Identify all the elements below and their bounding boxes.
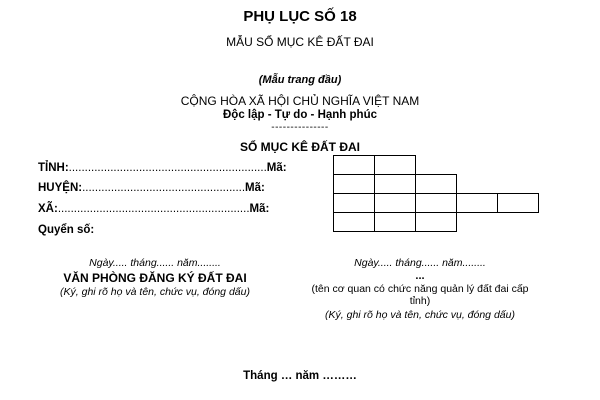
province-row xyxy=(38,158,287,176)
cover-page-note: (Mẫu trang đầu) xyxy=(258,74,342,86)
district-label: HUYỆN: xyxy=(38,182,83,194)
left-signature-note: (Ký, ghi rõ họ và tên, chức vụ, đóng dấu) xyxy=(60,286,250,298)
province-label: TỈNH: xyxy=(38,162,69,174)
province-code-boxes xyxy=(333,155,415,175)
code-box[interactable] xyxy=(374,212,416,232)
district-dots: ................................................... xyxy=(82,182,246,194)
code-box[interactable] xyxy=(333,155,375,175)
province-code-label: Mã: xyxy=(266,162,287,174)
code-box[interactable] xyxy=(497,193,539,213)
district-row xyxy=(38,178,265,196)
code-box-grid xyxy=(333,155,544,235)
left-signature-block xyxy=(40,257,270,298)
commune-code-label: Mã: xyxy=(249,203,270,215)
appendix-subtitle: MẪU SỔ MỤC KÊ ĐẤT ĐAI xyxy=(226,35,374,49)
commune-label: XÃ: xyxy=(38,203,58,215)
volume-label: Quyển số: xyxy=(38,224,95,236)
office-name: VĂN PHÒNG ĐĂNG KÝ ĐẤT ĐAI xyxy=(63,271,247,285)
book-title: SỔ MỤC KÊ ĐẤT ĐAI xyxy=(240,140,360,154)
footer-date: Tháng … năm ……… xyxy=(243,370,357,382)
right-signature-note: (Ký, ghi rõ họ và tên, chức vụ, đóng dấu) xyxy=(325,309,515,321)
right-date-line: Ngày..... tháng...... năm........ xyxy=(354,257,486,269)
commune-dots: ............................................................ xyxy=(57,203,250,215)
code-box[interactable] xyxy=(333,193,375,213)
code-box[interactable] xyxy=(415,212,457,232)
province-dots: .............................................................. xyxy=(68,162,267,174)
code-box[interactable] xyxy=(333,174,375,194)
district-code-boxes xyxy=(333,174,456,194)
code-box[interactable] xyxy=(374,193,416,213)
commune-code-boxes xyxy=(333,193,538,213)
right-signature-block xyxy=(300,257,540,321)
agency-line-1: (tên cơ quan có chức năng quản lý đất đai cấp xyxy=(311,283,529,295)
appendix-title: PHỤ LỤC SỐ 18 xyxy=(243,8,357,25)
republic-name: CỘNG HÒA XÃ HỘI CHỦ NGHĨA VIỆT NAM xyxy=(180,94,420,108)
motto-divider: --------------- xyxy=(271,122,329,133)
agency-ellipsis: ... xyxy=(415,270,425,282)
national-motto: Độc lập - Tự do - Hạnh phúc xyxy=(223,109,377,121)
code-box[interactable] xyxy=(374,155,416,175)
commune-row xyxy=(38,199,269,217)
district-code-label: Mã: xyxy=(245,182,265,194)
agency-line-2: tỉnh) xyxy=(409,295,431,307)
code-box[interactable] xyxy=(415,193,457,213)
code-box[interactable] xyxy=(333,212,375,232)
code-box[interactable] xyxy=(456,193,498,213)
volume-row xyxy=(38,220,94,238)
volume-code-boxes xyxy=(333,212,456,232)
code-box[interactable] xyxy=(374,174,416,194)
left-date-line: Ngày..... tháng...... năm........ xyxy=(89,257,221,269)
code-box[interactable] xyxy=(415,174,457,194)
